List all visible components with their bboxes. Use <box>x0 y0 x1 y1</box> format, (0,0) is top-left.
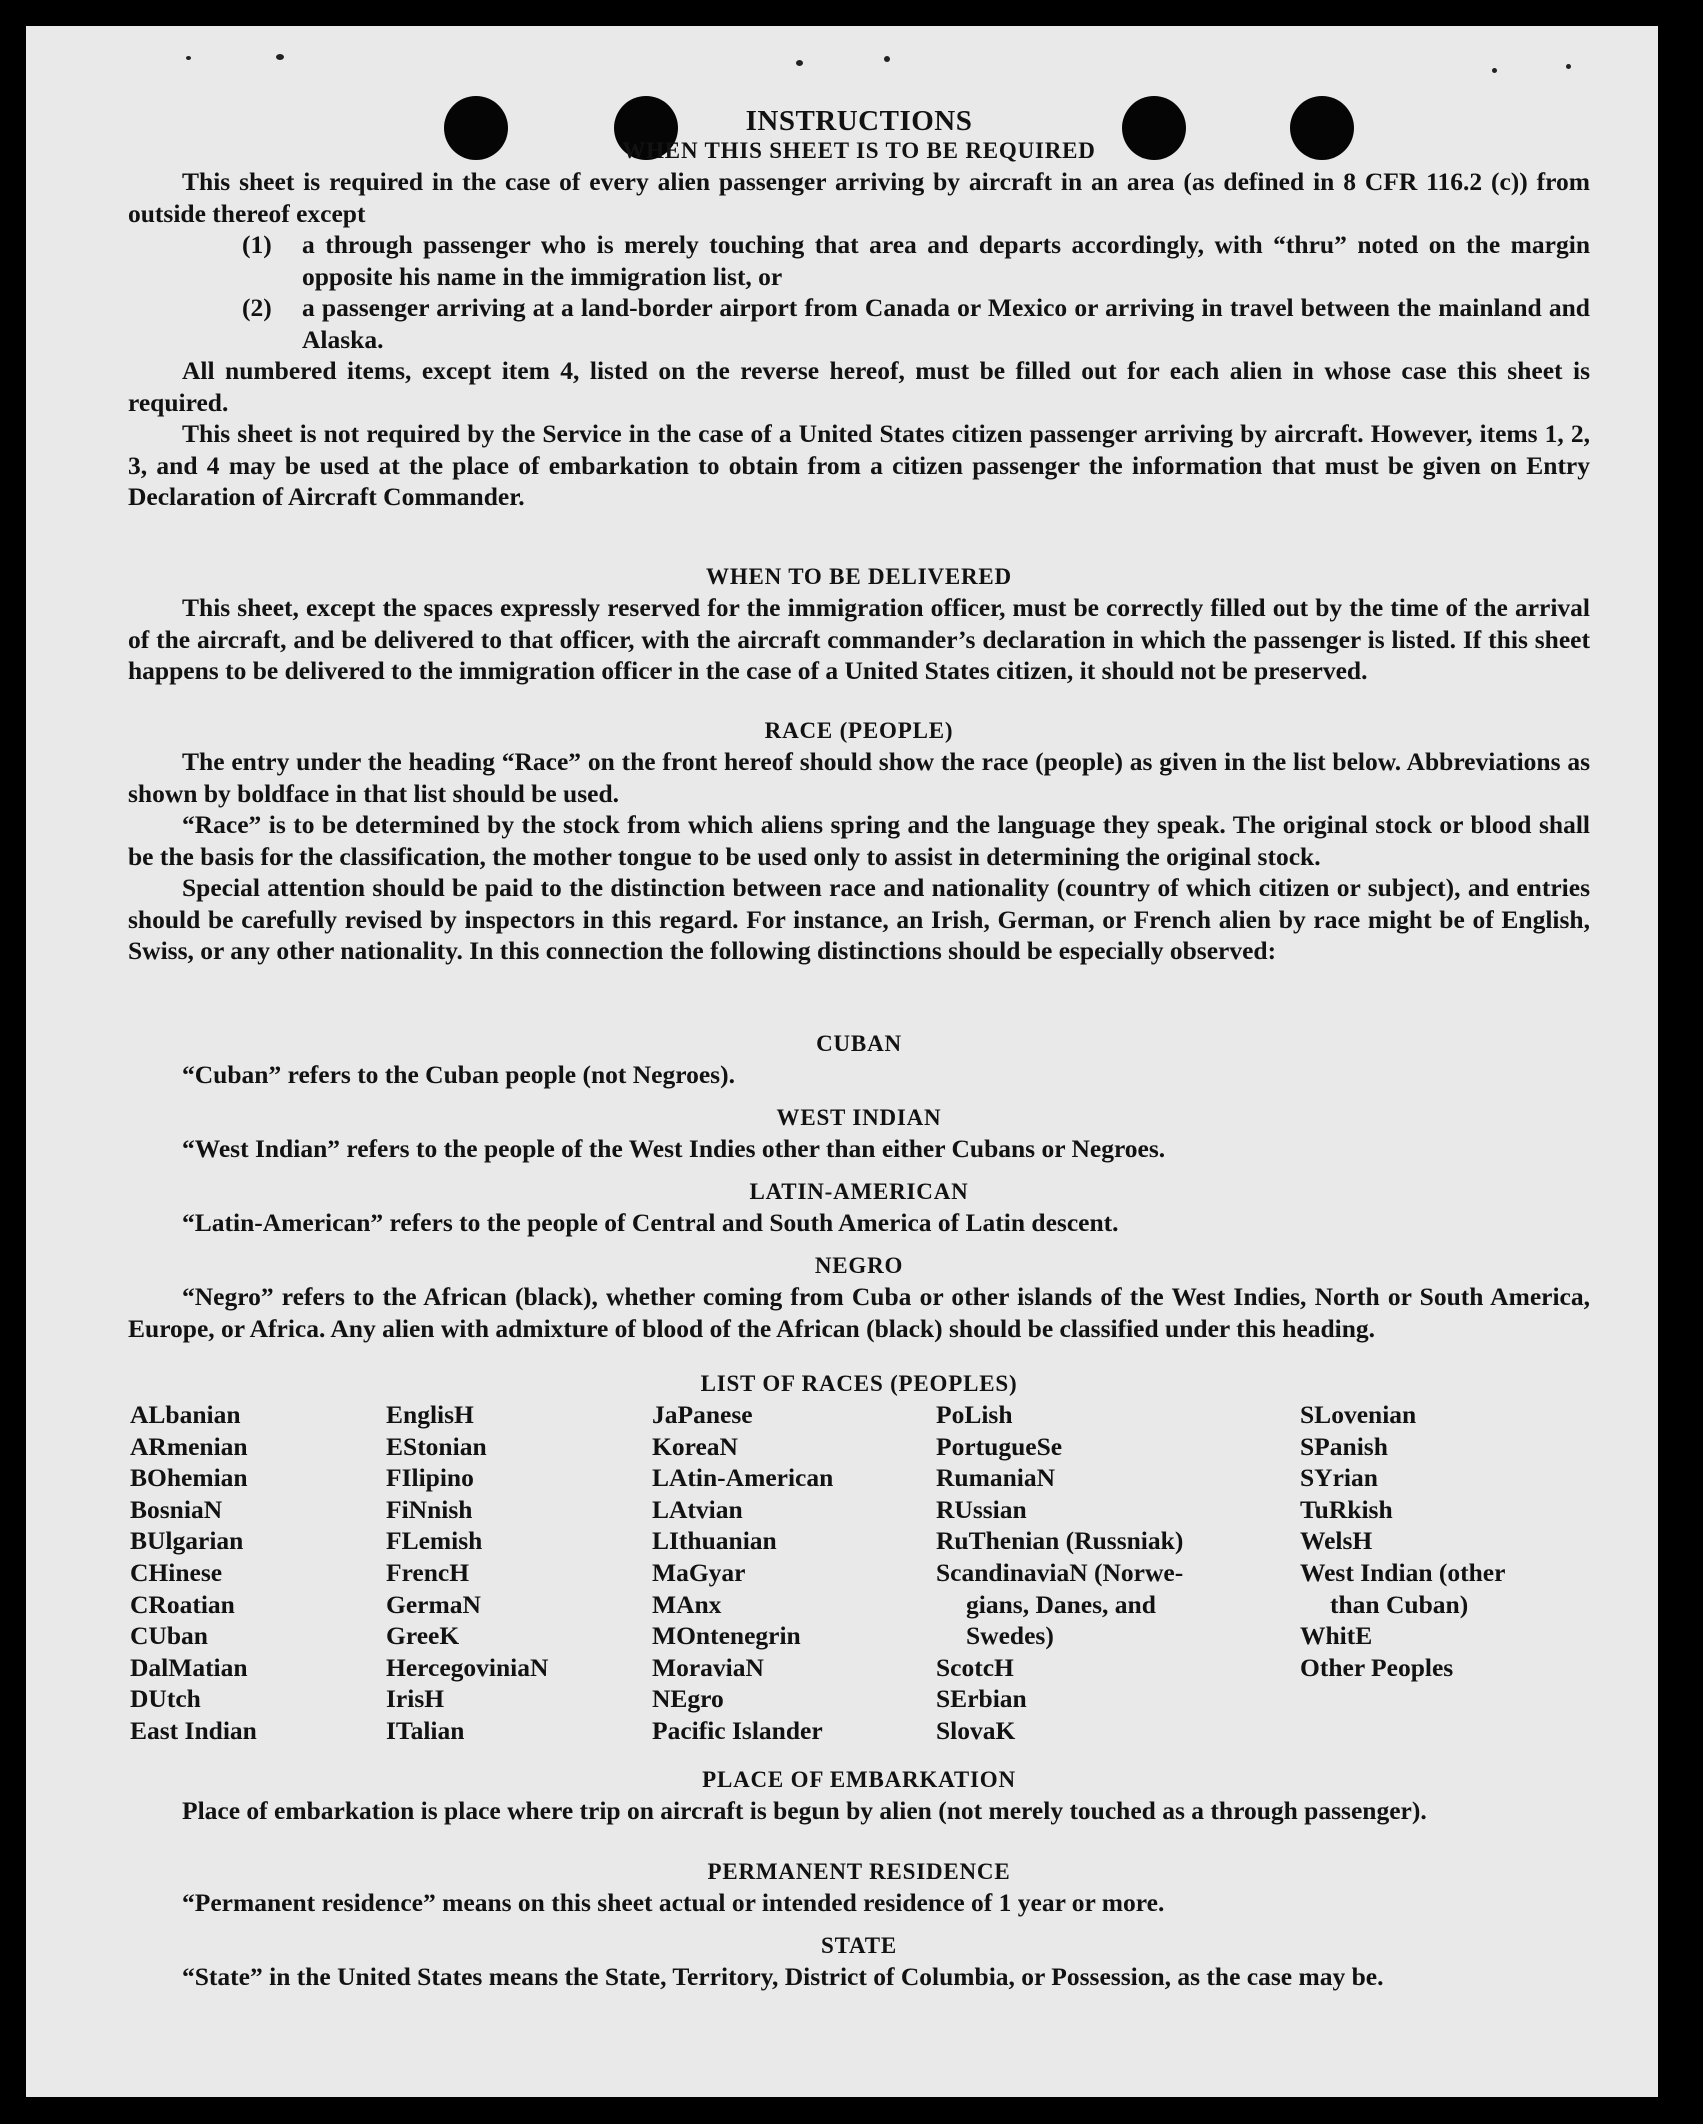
races-list <box>128 1399 1590 1747</box>
race-entry: EnglisH <box>386 1400 474 1429</box>
section-heading: PERMANENT RESIDENCE <box>707 1859 1011 1884</box>
race-entry: FLemish <box>386 1526 483 1556</box>
section-heading: LATIN-AMERICAN <box>749 1179 969 1204</box>
section-west-indian <box>128 1103 1590 1165</box>
race-entry: MaGyar <box>652 1557 746 1587</box>
race-entry: MoraviaN <box>652 1652 764 1682</box>
paragraph: This sheet, except the spaces expressly reserved for the immigration officer, must be correctly filled out by the time of the arrival of the aircraft, and be delivered to that officer, with the aircraft commander’s declaration in which the passenger is listed. If this sheet happens to be delivered to the immigration officer in the case of a United States citizen, it should not be preserved. <box>128 593 1590 685</box>
race-entry: IrisH <box>386 1684 445 1714</box>
race-entry: DalMatian <box>130 1652 248 1682</box>
race-entry: ALbanian <box>130 1400 241 1429</box>
paragraph: “State” in the United States means the State, Territory, District of Columbia, or Possession, as the case may be. <box>182 1962 1384 1991</box>
races-column <box>130 1399 257 1747</box>
race-entry: Pacific Islander <box>652 1715 823 1745</box>
paragraph: “Latin-American” refers to the people of Central and South America of Latin descent. <box>182 1208 1119 1237</box>
paragraph: This sheet is required in the case of every alien passenger arriving by aircraft in an area (as defined in 8 CFR 116.2 (c)) from outside thereof except <box>128 167 1590 228</box>
document-page <box>26 26 1658 2097</box>
section-heading: RACE (PEOPLE) <box>764 718 954 743</box>
race-entry: Swedes) <box>966 1621 1054 1651</box>
paragraph: Place of embarkation is place where trip on aircraft is begun by alien (not merely touched as a through passenger). <box>182 1796 1427 1825</box>
section-heading: WHEN TO BE DELIVERED <box>706 564 1012 589</box>
race-entry: East Indian <box>130 1715 257 1745</box>
paragraph: The entry under the heading “Race” on the front hereof should show the race (people) as given in the list below. Abbreviations as shown by boldface in that list should be used. <box>128 747 1590 808</box>
section-race <box>128 716 1590 967</box>
race-entry: CUban <box>130 1621 208 1651</box>
race-entry: ARmenian <box>130 1431 248 1461</box>
race-entry: PoLish <box>936 1400 1013 1429</box>
race-entry: EStonian <box>386 1431 487 1461</box>
race-entry: WelsH <box>1300 1526 1373 1556</box>
race-entry: WhitE <box>1300 1621 1373 1651</box>
race-entry: GermaN <box>386 1589 481 1619</box>
race-entry: ScandinaviaN (Norwe- <box>936 1557 1184 1587</box>
race-entry: MOntenegrin <box>652 1621 801 1651</box>
paragraph: All numbered items, except item 4, listed on the reverse hereof, must be filled out for each alien in whose case this sheet is required. <box>128 356 1590 417</box>
race-entry: LAtin-American <box>652 1463 834 1493</box>
section-when-delivered <box>128 562 1590 687</box>
paragraph: “Permanent residence” means on this sheet actual or intended residence of 1 year or more. <box>182 1888 1165 1917</box>
races-column <box>936 1399 1183 1747</box>
paragraph: “West Indian” refers to the people of the West Indies other than either Cubans or Negroes. <box>182 1134 1166 1163</box>
section-list-of-races <box>128 1369 1590 1747</box>
race-entry: West Indian (other <box>1300 1557 1506 1587</box>
section-permanent-residence <box>128 1857 1590 1919</box>
exception-item: (1) a through passenger who is merely touching that area and departs accordingly, with “thru” noted on the margin opposite his name in the immigration list, or <box>242 230 1590 291</box>
section-heading: WEST INDIAN <box>776 1105 942 1130</box>
race-entry: FrencH <box>386 1557 470 1587</box>
page-title: INSTRUCTIONS <box>745 105 973 137</box>
race-entry: Other Peoples <box>1300 1652 1454 1682</box>
race-entry: JaPanese <box>652 1400 753 1429</box>
races-column <box>386 1399 548 1747</box>
section-state <box>128 1931 1590 1993</box>
race-entry: BOhemian <box>130 1463 248 1493</box>
race-entry: SlovaK <box>936 1715 1016 1745</box>
paragraph: Special attention should be paid to the distinction between race and nationality (country of which citizen or subject), and entries should be carefully revised by inspectors in this regard. For instance, an Irish, German, or French alien by race might be of English, Swiss, or any other nationality. In this connection the following distinctions should be especially observed: <box>128 873 1590 965</box>
race-entry: LAtvian <box>652 1494 743 1524</box>
race-entry: PortugueSe <box>936 1431 1063 1461</box>
race-entry: RumaniaN <box>936 1463 1056 1493</box>
races-column <box>652 1399 833 1747</box>
race-entry: LIthuanian <box>652 1526 777 1556</box>
race-entry: BUlgarian <box>130 1526 244 1556</box>
race-entry: HercegoviniaN <box>386 1652 549 1682</box>
race-entry: SYrian <box>1300 1463 1378 1493</box>
paragraph: “Cuban” refers to the Cuban people (not Negroes). <box>182 1060 735 1089</box>
race-entry: SErbian <box>936 1684 1027 1714</box>
race-entry: CRoatian <box>130 1589 235 1619</box>
paragraph: “Race” is to be determined by the stock from which aliens spring and the language they speak. The original stock or blood shall be the basis for the classification, the mother tongue to be used only to assist in determining the original stock. <box>128 810 1590 871</box>
race-entry: gians, Danes, and <box>966 1589 1156 1619</box>
exception-item: (2) a passenger arriving at a land-border airport from Canada or Mexico or arriving in travel between the mainland and Alaska. <box>242 293 1590 354</box>
race-entry: TuRkish <box>1300 1494 1393 1524</box>
section-heading: CUBAN <box>816 1031 902 1056</box>
section-heading: PLACE OF EMBARKATION <box>702 1767 1016 1792</box>
section-heading: STATE <box>820 1933 897 1958</box>
race-entry: than Cuban) <box>1330 1589 1469 1619</box>
race-entry: ITalian <box>386 1715 465 1745</box>
race-entry: GreeK <box>386 1621 460 1651</box>
section-latin-american <box>128 1177 1590 1239</box>
section-cuban <box>128 1029 1590 1091</box>
race-entry: CHinese <box>130 1557 223 1587</box>
race-entry: SLovenian <box>1300 1400 1417 1429</box>
race-entry: SPanish <box>1300 1431 1388 1461</box>
section-embarkation <box>128 1765 1590 1827</box>
race-entry: ScotcH <box>936 1652 1014 1682</box>
section-negro <box>128 1251 1590 1344</box>
race-entry: BosniaN <box>130 1494 223 1524</box>
race-entry: NEgro <box>652 1684 724 1714</box>
section-heading: WHEN THIS SHEET IS TO BE REQUIRED <box>622 138 1096 163</box>
races-column <box>1300 1399 1505 1683</box>
race-entry: MAnx <box>652 1589 722 1619</box>
paragraph: “Negro” refers to the African (black), whether coming from Cuba or other islands of the West Indies, North or South America, Europe, or Africa. Any alien with admixture of blood of the African (black) should be classified under this heading. <box>128 1282 1590 1343</box>
race-entry: KoreaN <box>652 1431 738 1461</box>
race-entry: FiNnish <box>386 1494 473 1524</box>
section-when-required <box>128 136 1590 513</box>
race-entry: DUtch <box>130 1684 201 1714</box>
race-entry: RuThenian (Russniak) <box>936 1526 1184 1556</box>
race-entry: RUssian <box>936 1494 1027 1524</box>
race-entry: FIlipino <box>386 1463 474 1493</box>
section-heading: LIST OF RACES (PEOPLES) <box>700 1371 1018 1396</box>
section-heading: NEGRO <box>814 1253 904 1278</box>
paragraph: This sheet is not required by the Service in the case of a United States citizen passenger arriving by aircraft. However, items 1, 2, 3, and 4 may be used at the place of embarkation to obtain from a citizen passenger the information that must be given on Entry Declaration of Aircraft Commander. <box>128 419 1590 511</box>
